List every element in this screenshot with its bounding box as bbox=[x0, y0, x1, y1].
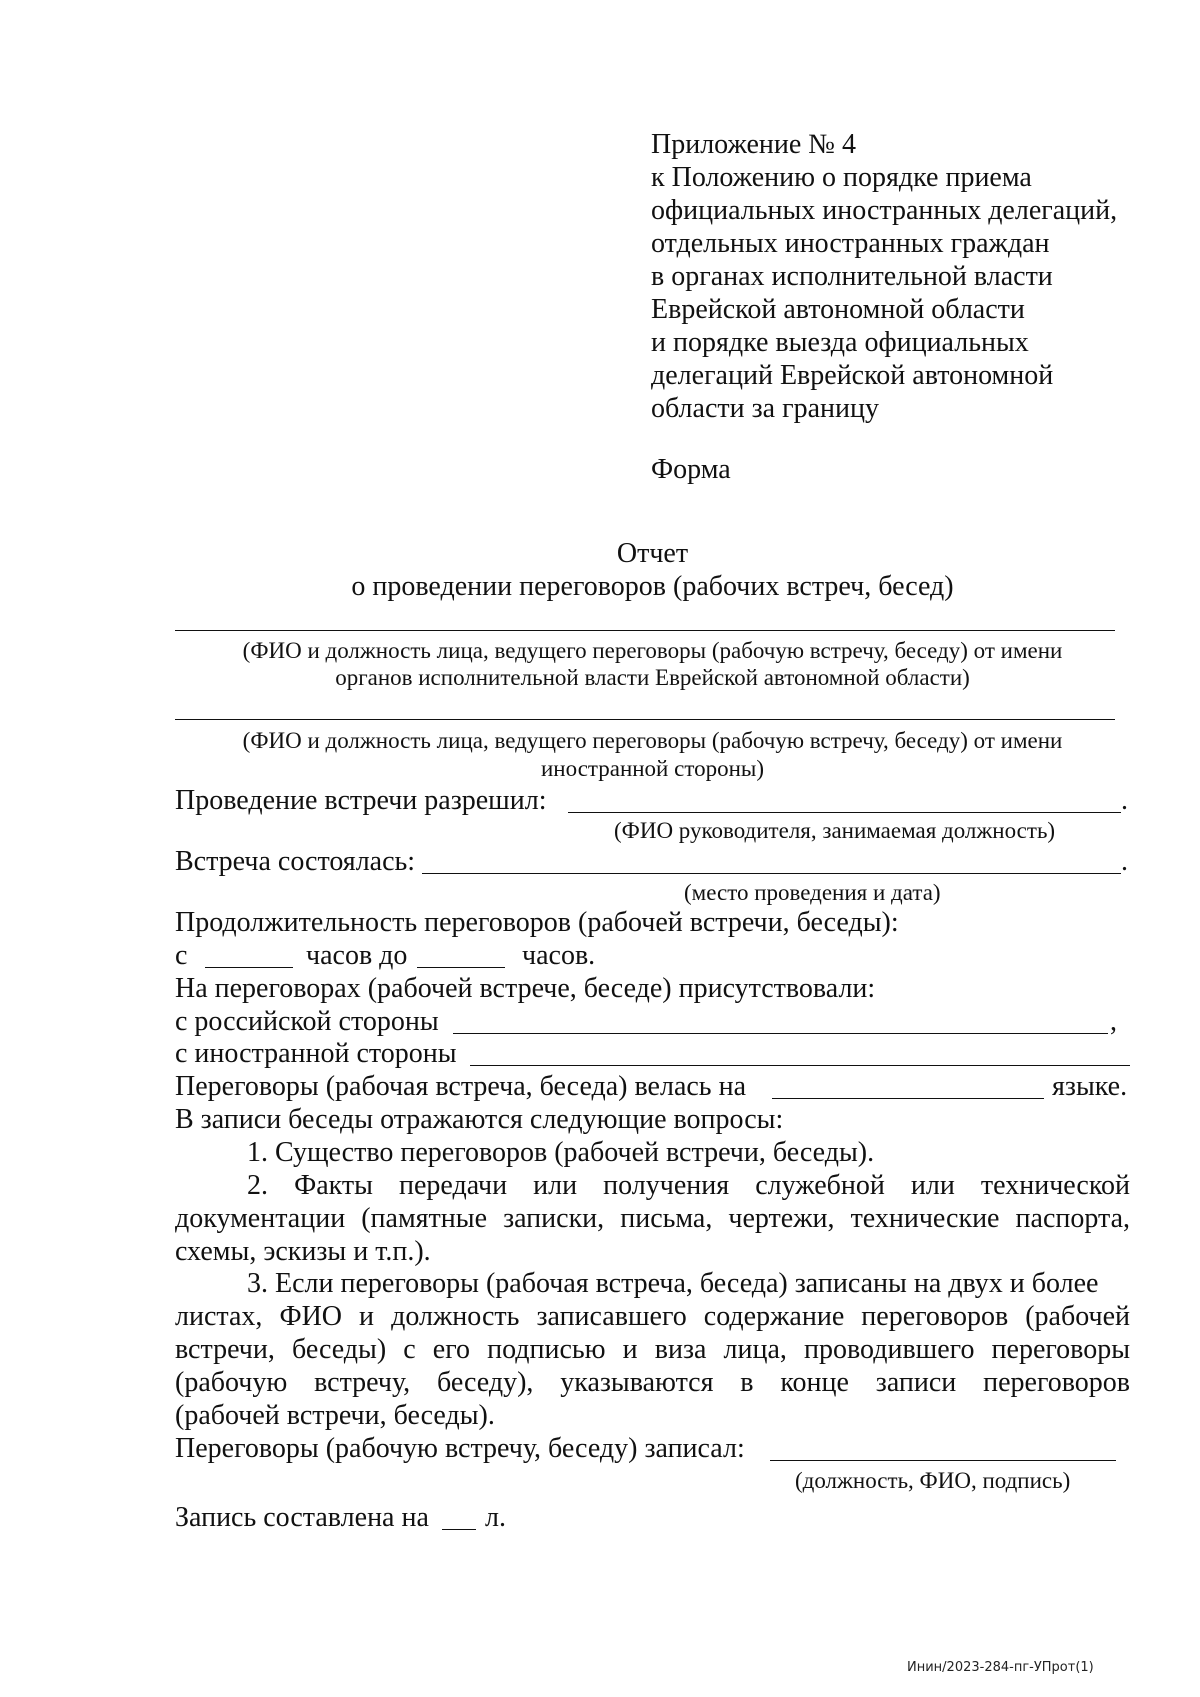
questions-label: В записи беседы отражаются следующие вопросы: bbox=[175, 1104, 784, 1135]
permitted-label: Проведение встречи разрешил: bbox=[175, 785, 547, 816]
foreign-hint-2: иностранной стороны) bbox=[541, 756, 764, 781]
permitted-hint: (ФИО руководителя, занимаемая должность) bbox=[614, 818, 1056, 843]
question-item-3-line: встречи, беседы) с его подписью и виза лица, проводившего переговоры bbox=[175, 1334, 1130, 1365]
question-item-2-line: 2. Факты передачи или получения служебной или технической bbox=[247, 1170, 1130, 1201]
sheets-label: Запись составлена на bbox=[175, 1502, 429, 1533]
question-item-3-line: (рабочей встречи, беседы). bbox=[175, 1400, 495, 1431]
official-hint-2: органов исполнительной власти Еврейской автономной области) bbox=[335, 665, 970, 690]
appendix-line: официальных иностранных делегаций, bbox=[651, 195, 1118, 226]
held-label: Встреча состоялась: bbox=[175, 846, 416, 877]
form-label: Форма bbox=[651, 454, 731, 485]
appendix-line: к Положению о порядке приема bbox=[651, 162, 1032, 193]
held-hint: (место проведения и дата) bbox=[684, 880, 941, 905]
period: . bbox=[1121, 846, 1128, 877]
language-label: Переговоры (рабочая встреча, беседа) велась на bbox=[175, 1071, 746, 1102]
comma: , bbox=[1110, 1006, 1117, 1037]
permitted-field[interactable] bbox=[568, 812, 1121, 813]
question-item-2-line: документации (памятные записки, письма, чертежи, технические паспорта, bbox=[175, 1203, 1130, 1234]
appendix-line: области за границу bbox=[651, 393, 879, 424]
hours-label: часов. bbox=[522, 940, 596, 971]
recorded-field[interactable] bbox=[770, 1460, 1116, 1461]
appendix-line: отдельных иностранных граждан bbox=[651, 228, 1050, 259]
question-item-1: 1. Существо переговоров (рабочей встречи, беседы). bbox=[247, 1137, 875, 1168]
appendix-header bbox=[651, 128, 1117, 425]
official-hint-1: (ФИО и должность лица, ведущего переговоры (рабочую встречу, беседу) от имени bbox=[242, 638, 1063, 663]
language-field[interactable] bbox=[772, 1098, 1044, 1099]
held-field[interactable] bbox=[422, 873, 1121, 874]
russian-side-label: с российской стороны bbox=[175, 1006, 439, 1037]
appendix-line: Еврейской автономной области bbox=[651, 294, 1025, 325]
sheets-suffix: л. bbox=[485, 1502, 506, 1533]
appendix-line: Приложение № 4 bbox=[651, 129, 856, 160]
foreign-hint-1: (ФИО и должность лица, ведущего переговоры (рабочую встречу, беседу) от имени bbox=[242, 728, 1063, 753]
hours-to-field[interactable] bbox=[417, 967, 505, 968]
recorded-label: Переговоры (рабочую встречу, беседу) записал: bbox=[175, 1433, 745, 1464]
report-subtitle: о проведении переговоров (рабочих встреч, бесед) bbox=[351, 571, 954, 602]
appendix-line: и порядке выезда официальных bbox=[651, 327, 1029, 358]
foreign-name-field[interactable] bbox=[175, 719, 1115, 720]
language-suffix: языке. bbox=[1052, 1071, 1128, 1102]
question-item-3-line: 3. Если переговоры (рабочая встреча, беседа) записаны на двух и более bbox=[247, 1268, 1099, 1299]
report-title: Отчет bbox=[616, 538, 689, 569]
question-item-2-line: схемы, эскизы и т.п.). bbox=[175, 1236, 431, 1267]
question-item-3-line: (рабочую встречу, беседу), указываются в конце записи переговоров bbox=[175, 1367, 1130, 1398]
foreign-side-field[interactable] bbox=[470, 1065, 1130, 1066]
attended-label: На переговорах (рабочей встрече, беседе) присутствовали: bbox=[175, 973, 876, 1004]
russian-side-field[interactable] bbox=[453, 1033, 1108, 1034]
document-code: Инин/2023-284-пг-УПрот(1) bbox=[907, 1660, 1094, 1675]
foreign-side-label: с иностранной стороны bbox=[175, 1038, 457, 1069]
question-item-3-line: листах, ФИО и должность записавшего содержание переговоров (рабочей bbox=[175, 1301, 1130, 1332]
appendix-line: делегаций Еврейской автономной bbox=[651, 360, 1054, 391]
from-label: с bbox=[175, 940, 188, 971]
recorded-hint: (должность, ФИО, подпись) bbox=[795, 1468, 1071, 1493]
period: . bbox=[1121, 785, 1128, 816]
appendix-line: в органах исполнительной власти bbox=[651, 261, 1053, 292]
hours-to-label: часов до bbox=[306, 940, 408, 971]
official-name-field[interactable] bbox=[175, 630, 1115, 631]
duration-label: Продолжительность переговоров (рабочей встречи, беседы): bbox=[175, 907, 899, 938]
sheets-field[interactable] bbox=[442, 1529, 476, 1530]
hours-from-field[interactable] bbox=[205, 967, 293, 968]
